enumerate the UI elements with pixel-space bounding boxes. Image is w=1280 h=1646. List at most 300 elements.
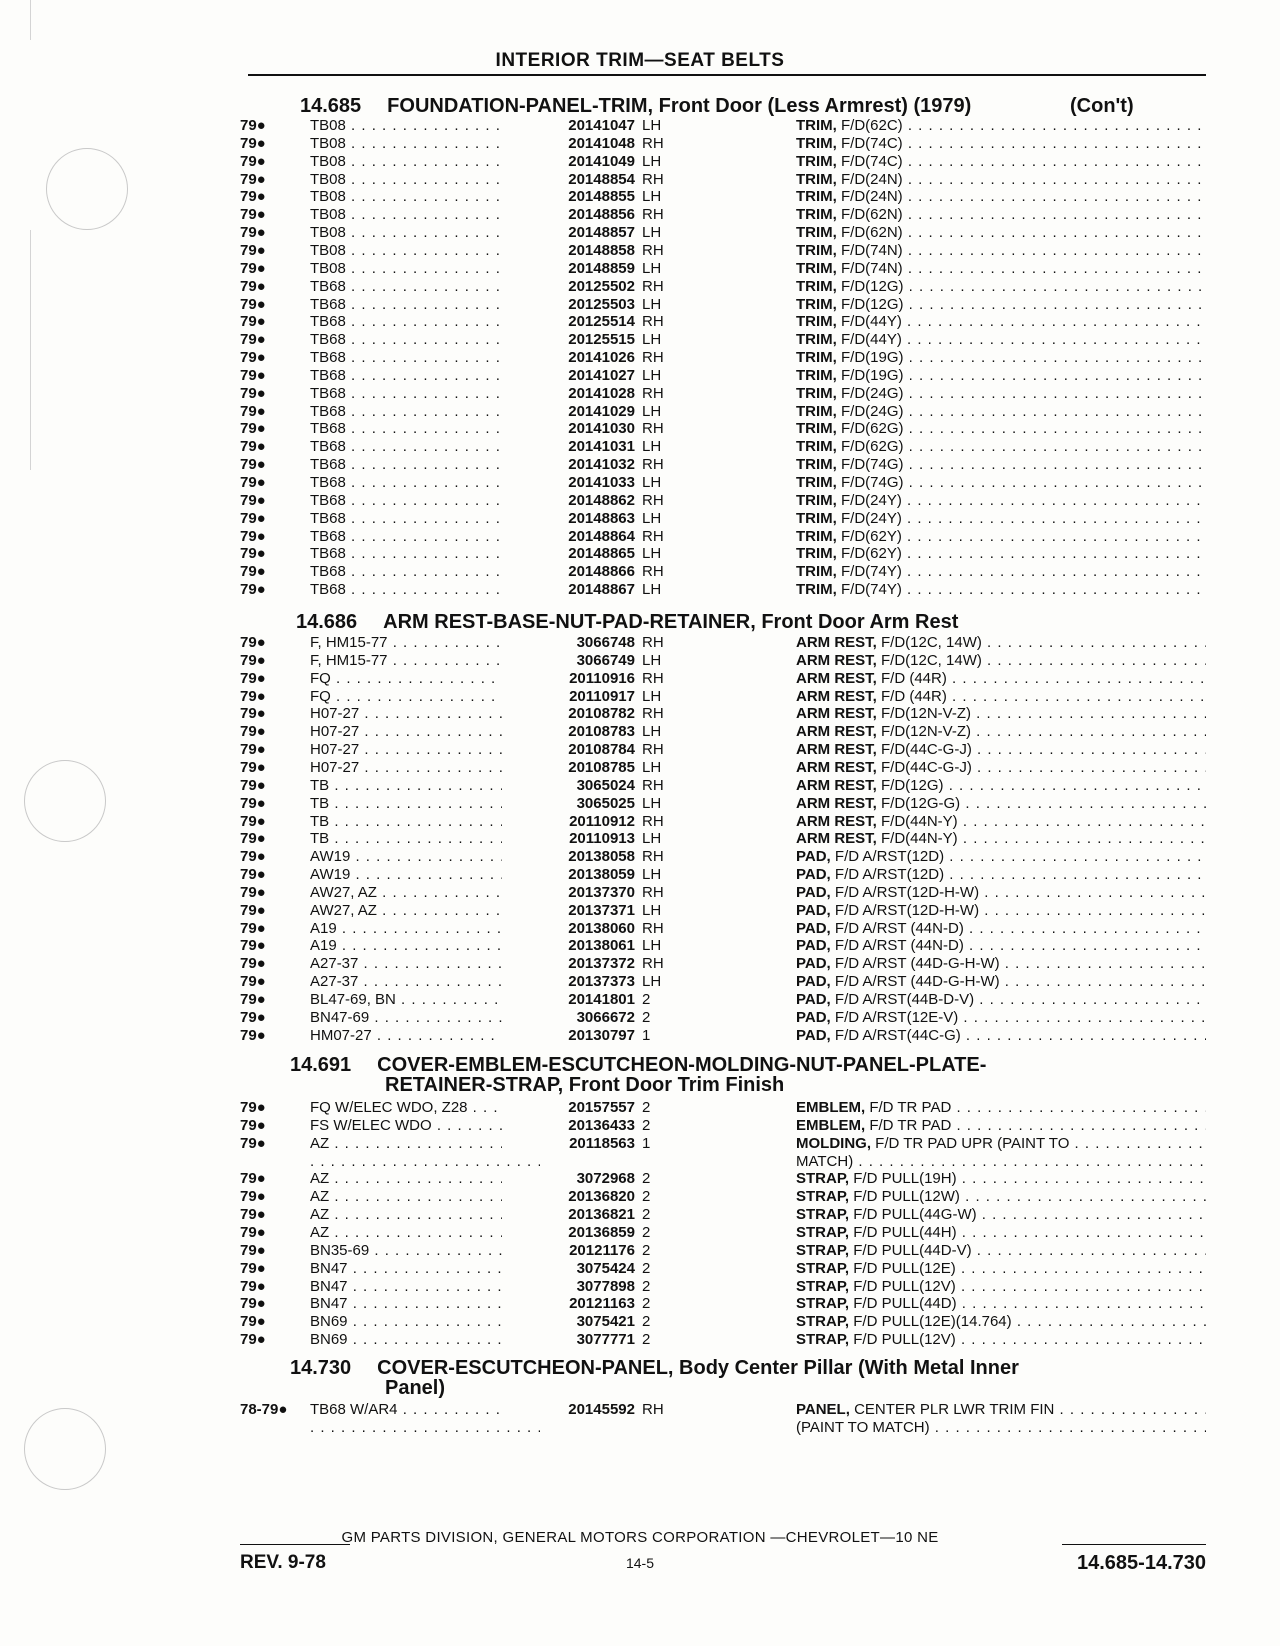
- table-row: [240, 278, 1206, 296]
- body-code: TB68 . . .: [310, 581, 540, 599]
- margin-line: [30, 0, 31, 40]
- part-number: 20157557: [502, 1099, 635, 1117]
- item-detail: F/D(12C, 14W): [876, 634, 982, 651]
- item-detail: F/D(24G): [836, 402, 904, 420]
- model-year: 79●: [240, 1277, 266, 1295]
- quantity: RH: [642, 848, 664, 866]
- quantity: RH: [642, 206, 664, 224]
- model-year: 79●: [240, 919, 266, 937]
- part-number: 3065025: [502, 795, 635, 813]
- binder-hole: [46, 148, 128, 230]
- quantity: LH: [642, 224, 662, 242]
- part-number: 20108784: [502, 741, 635, 759]
- item-detail: (PAINT TO MATCH): [796, 1418, 930, 1436]
- item-name: TRIM,: [796, 527, 837, 545]
- section-title: FOUNDATION-PANEL-TRIM, Front Door (Less Armrest) (1979): [387, 95, 972, 117]
- table-row: [240, 438, 1206, 456]
- item-name: EMBLEM,: [796, 1116, 866, 1134]
- model-year: 79●: [240, 812, 266, 830]
- item-name: TRIM,: [796, 134, 837, 152]
- item-detail: F/D(62G): [836, 438, 904, 456]
- item-detail: F/D (44R): [876, 669, 947, 687]
- description: [796, 260, 1206, 278]
- part-number: 20118563: [502, 1135, 635, 1153]
- quantity: LH: [642, 866, 662, 884]
- table-row: [240, 420, 1206, 438]
- table-row: [240, 723, 1206, 741]
- item-detail: F/D A/RST(12D-H-W): [830, 883, 980, 901]
- model-year: 79●: [240, 883, 266, 901]
- quantity: LH: [642, 901, 662, 919]
- table-row: [240, 670, 1206, 688]
- body-code: BN35-69 . . .: [310, 1242, 540, 1260]
- part-number: 20136859: [502, 1224, 635, 1242]
- model-year: 79●: [240, 402, 266, 420]
- item-name: TRIM,: [796, 384, 837, 402]
- description: [796, 777, 1206, 795]
- quantity: LH: [642, 438, 662, 456]
- part-number: 20138060: [502, 920, 635, 938]
- model-year: 79●: [240, 134, 266, 152]
- item-name: ARM REST,: [796, 651, 877, 669]
- table-row: [240, 777, 1206, 795]
- table-row: [240, 973, 1206, 991]
- body-code: F, HM15-77 . . .: [310, 652, 540, 670]
- part-number: 20148859: [502, 260, 635, 278]
- model-year: 79●: [240, 152, 266, 170]
- quantity: LH: [642, 687, 662, 705]
- table-row: [240, 1170, 1206, 1188]
- body-code: BN69 . . .: [310, 1313, 540, 1331]
- body-code: BL47-69, BN . . .: [310, 991, 540, 1009]
- quantity: RH: [642, 420, 664, 438]
- item-name: STRAP,: [796, 1206, 850, 1224]
- description: [796, 545, 1206, 563]
- section-number: 14.686: [296, 611, 358, 633]
- model-year: 79●: [240, 937, 266, 955]
- description: [796, 367, 1206, 385]
- body-code: FS W/ELEC WDO . . .: [310, 1117, 540, 1135]
- footer-org: GM PARTS DIVISION, GENERAL MOTORS CORPORATION —CHEVROLET—10 NE: [341, 1529, 939, 1546]
- model-year: 79●: [240, 705, 266, 723]
- body-code: TB68 . . .: [310, 528, 540, 546]
- body-code: TB68 . . .: [310, 296, 540, 314]
- quantity: LH: [642, 973, 662, 991]
- page-title: INTERIOR TRIM—SEAT BELTS: [495, 50, 785, 71]
- item-detail: F/D(24Y): [836, 509, 902, 527]
- item-detail: F/D A/RST(44C-G): [830, 1026, 961, 1044]
- description: [796, 278, 1206, 296]
- table-row: [240, 367, 1206, 385]
- part-number: 20141048: [502, 135, 635, 153]
- item-detail: F/D(74N): [836, 241, 903, 259]
- model-year: 79●: [240, 474, 266, 491]
- item-detail: F/D A/RST(44B-D-V): [830, 991, 975, 1008]
- page-number: 14-5: [625, 1555, 655, 1571]
- body-code: AW27, AZ . . .: [310, 884, 540, 902]
- quantity: 2: [642, 1313, 651, 1331]
- body-code: A19 . . .: [310, 920, 540, 938]
- model-year: 79●: [240, 776, 266, 794]
- section-title: COVER-EMBLEM-ESCUTCHEON-MOLDING-NUT-PANEL-PLATE-: [377, 1054, 987, 1076]
- table-row: [240, 1419, 1206, 1437]
- part-number: 20141801: [502, 991, 635, 1009]
- model-year: 79●: [240, 563, 266, 581]
- description: [796, 1009, 1206, 1027]
- quantity: RH: [642, 634, 664, 651]
- body-code: H07-27 . . .: [310, 741, 540, 759]
- table-row: [240, 848, 1206, 866]
- part-number: 20148854: [502, 171, 635, 189]
- body-code: TB68 . . .: [310, 403, 540, 421]
- table-row: [240, 902, 1206, 920]
- item-name: TRIM,: [796, 349, 837, 367]
- model-year: 79●: [240, 1259, 266, 1277]
- item-name: TRIM,: [796, 152, 837, 170]
- part-number: 3066748: [502, 634, 635, 652]
- part-number: 3075424: [502, 1260, 635, 1278]
- body-code: BN69 . . .: [310, 1331, 540, 1349]
- body-code: TB68 . . .: [310, 456, 540, 474]
- item-detail: F/D(44C-G-J): [876, 741, 972, 759]
- quantity: LH: [642, 794, 662, 812]
- description: [796, 313, 1206, 331]
- body-code: TB08 . . .: [310, 242, 540, 260]
- item-detail: F/D(12G): [876, 776, 944, 794]
- description: [796, 723, 1206, 741]
- body-code: TB08 . . .: [310, 206, 540, 224]
- quantity: LH: [642, 545, 662, 563]
- body-code: TB68 . . .: [310, 385, 540, 403]
- table-row: [240, 313, 1206, 331]
- model-year: 79●: [240, 295, 266, 313]
- part-number: 20141033: [502, 474, 635, 492]
- body-code: TB68 . . .: [310, 563, 540, 581]
- body-code: TB08 . . .: [310, 224, 540, 242]
- table-row: [240, 634, 1206, 652]
- quantity: LH: [642, 152, 662, 170]
- description: [796, 349, 1206, 367]
- body-code: A27-37 . . .: [310, 973, 540, 991]
- description: [796, 456, 1206, 474]
- item-name: ARM REST,: [796, 758, 877, 776]
- quantity: LH: [642, 259, 662, 277]
- item-detail: F/D(62N): [836, 206, 903, 224]
- item-detail: F/D PULL(12V): [849, 1277, 956, 1295]
- item-name: PAD,: [796, 901, 831, 919]
- quantity: RH: [642, 241, 664, 259]
- table-row: [240, 456, 1206, 474]
- quantity: 2: [642, 991, 651, 1008]
- description: [796, 510, 1206, 528]
- item-detail: F/D(24N): [836, 188, 903, 206]
- model-year: 79●: [240, 901, 266, 919]
- model-year: 79●: [240, 456, 266, 474]
- item-detail: F/D(74C): [836, 152, 903, 170]
- quantity: RH: [642, 349, 664, 367]
- item-name: PAD,: [796, 937, 831, 955]
- body-code: TB08 . . .: [310, 260, 540, 278]
- item-detail: F/D TR PAD UPR (PAINT TO: [871, 1134, 1070, 1152]
- description: [796, 991, 1206, 1009]
- table-row: [240, 242, 1206, 260]
- part-number: 20110912: [502, 813, 635, 831]
- part-number: 20148855: [502, 188, 635, 206]
- binder-hole: [24, 760, 106, 842]
- description: [796, 634, 1206, 652]
- item-name: PANEL,: [796, 1401, 850, 1418]
- description: [796, 1260, 1206, 1278]
- body-code: BN47-69 . . .: [310, 1009, 540, 1027]
- description: [796, 153, 1206, 171]
- part-number: 20141028: [502, 385, 635, 403]
- quantity: LH: [642, 117, 662, 134]
- model-year: 79●: [240, 758, 266, 776]
- part-number: 3077771: [502, 1331, 635, 1349]
- table-row: [240, 884, 1206, 902]
- description: [796, 759, 1206, 777]
- item-detail: F/D(62G): [836, 420, 904, 438]
- part-number: 20110917: [502, 688, 635, 706]
- part-number: 20110913: [502, 830, 635, 848]
- description: [796, 741, 1206, 759]
- item-name: PAD,: [796, 955, 831, 973]
- item-detail: F/D A/RST(12D): [830, 866, 945, 884]
- item-detail: F/D(44N-Y): [876, 830, 958, 848]
- part-number: 20148862: [502, 492, 635, 510]
- quantity: 2: [642, 1277, 651, 1295]
- description: [796, 1135, 1206, 1153]
- description: [796, 117, 1206, 135]
- table-row: [240, 705, 1206, 723]
- table-row: [240, 403, 1206, 421]
- section-title-cont: RETAINER-STRAP, Front Door Trim Finish: [385, 1074, 785, 1096]
- table-row: [240, 1153, 1206, 1171]
- quantity: 2: [642, 1259, 651, 1277]
- part-number: 20141027: [502, 367, 635, 385]
- model-year: 79●: [240, 1170, 266, 1188]
- part-number: 20148867: [502, 581, 635, 599]
- description: [796, 206, 1206, 224]
- item-name: ARM REST,: [796, 776, 877, 794]
- part-number: 20108785: [502, 759, 635, 777]
- table-row: [240, 1135, 1206, 1153]
- table-row: [240, 1242, 1206, 1260]
- body-code: TB08 . . .: [310, 153, 540, 171]
- table-row: [240, 135, 1206, 153]
- description: [796, 331, 1206, 349]
- item-name: ARM REST,: [796, 723, 877, 741]
- quantity: RH: [642, 776, 664, 794]
- item-detail: F/D A/RST (44N-D): [830, 919, 964, 937]
- model-year: 79●: [240, 794, 266, 812]
- part-number: 20137373: [502, 973, 635, 991]
- table-row: [240, 1295, 1206, 1313]
- item-name: TRIM,: [796, 563, 837, 581]
- continued-label: (Con't): [1070, 95, 1134, 117]
- body-code: TB68 W/AR4 . . .: [310, 1401, 540, 1419]
- part-number: 20141030: [502, 420, 635, 438]
- quantity: RH: [642, 456, 664, 474]
- model-year: 79●: [240, 1116, 266, 1134]
- part-number: 20138059: [502, 866, 635, 884]
- model-year: 79●: [240, 117, 266, 134]
- item-detail: F/D A/RST (44N-D): [830, 937, 964, 955]
- quantity: 2: [642, 1295, 651, 1313]
- item-detail: F/D A/RST(12E-V): [830, 1008, 959, 1026]
- part-number: 20125514: [502, 313, 635, 331]
- quantity: RH: [642, 527, 664, 545]
- description: [796, 902, 1206, 920]
- item-name: STRAP,: [796, 1331, 850, 1349]
- description: [796, 528, 1206, 546]
- model-year: 79●: [240, 973, 266, 991]
- item-detail: F/D(24N): [836, 170, 903, 188]
- quantity: 2: [642, 1206, 651, 1224]
- footer-rule: [1062, 1544, 1206, 1545]
- description: [796, 1153, 1206, 1171]
- quantity: LH: [642, 937, 662, 955]
- item-name: ARM REST,: [796, 794, 877, 812]
- body-code: A19 . . .: [310, 937, 540, 955]
- table-row: [240, 1278, 1206, 1296]
- item-detail: F/D(12G-G): [876, 794, 961, 812]
- model-year: 79●: [240, 955, 266, 973]
- part-number: 20108782: [502, 705, 635, 723]
- quantity: 2: [642, 1170, 651, 1188]
- item-detail: MATCH): [796, 1152, 854, 1170]
- item-name: PAD,: [796, 1008, 831, 1026]
- body-code: TB68 . . .: [310, 474, 540, 492]
- body-code: A27-37 . . .: [310, 955, 540, 973]
- model-year: 79●: [240, 241, 266, 259]
- quantity: RH: [642, 919, 664, 937]
- item-detail: F/D(24Y): [836, 491, 902, 509]
- item-name: STRAP,: [796, 1241, 850, 1259]
- margin-line: [30, 230, 31, 470]
- quantity: LH: [642, 366, 662, 384]
- description: [796, 830, 1206, 848]
- part-number: 20138061: [502, 937, 635, 955]
- description: [796, 474, 1206, 492]
- item-name: TRIM,: [796, 241, 837, 259]
- table-row: [240, 795, 1206, 813]
- table-row: [240, 1117, 1206, 1135]
- table-row: [240, 866, 1206, 884]
- item-detail: F/D TR PAD: [865, 1099, 952, 1116]
- model-year: 79●: [240, 331, 266, 349]
- model-year: 79●: [240, 1295, 266, 1313]
- section-heading: [290, 1055, 986, 1095]
- item-name: TRIM,: [796, 420, 837, 438]
- item-name: PAD,: [796, 1026, 831, 1044]
- model-year: 79●: [240, 669, 266, 687]
- model-year: 79●: [240, 1008, 266, 1026]
- body-code: AZ . . .: [310, 1170, 540, 1188]
- part-number: 20141031: [502, 438, 635, 456]
- table-row: [240, 153, 1206, 171]
- body-code: TB68 . . .: [310, 545, 540, 563]
- table-row: [240, 920, 1206, 938]
- item-detail: F/D PULL(44H): [849, 1223, 957, 1241]
- item-name: MOLDING,: [796, 1134, 871, 1152]
- quantity: 2: [642, 1241, 651, 1259]
- description: [796, 224, 1206, 242]
- body-code: BN47 . . .: [310, 1260, 540, 1278]
- quantity: RH: [642, 812, 664, 830]
- item-name: TRIM,: [796, 331, 837, 349]
- section-heading: [296, 612, 958, 632]
- model-year: 79●: [240, 1223, 266, 1241]
- description: [796, 884, 1206, 902]
- description: [796, 688, 1206, 706]
- table-row: [240, 474, 1206, 492]
- table-row: [240, 1188, 1206, 1206]
- item-detail: F/D A/RST(12D): [830, 848, 945, 866]
- description: [796, 1099, 1206, 1117]
- item-name: PAD,: [796, 973, 831, 991]
- item-detail: F/D PULL(44G-W): [849, 1206, 977, 1224]
- model-year: 79●: [240, 224, 266, 242]
- item-detail: F/D(44Y): [836, 331, 902, 349]
- table-row: [240, 224, 1206, 242]
- model-year: 79●: [240, 1331, 266, 1349]
- model-year: 79●: [240, 687, 266, 705]
- part-number: 20141029: [502, 403, 635, 421]
- item-name: ARM REST,: [796, 830, 877, 848]
- item-name: ARM REST,: [796, 687, 877, 705]
- description: [796, 1188, 1206, 1206]
- description: [796, 1117, 1206, 1135]
- table-row: [240, 1224, 1206, 1242]
- model-year: 79●: [240, 313, 266, 331]
- item-name: STRAP,: [796, 1277, 850, 1295]
- model-year: 79●: [240, 1206, 266, 1224]
- body-code: [310, 1153, 540, 1171]
- body-code: AZ . . .: [310, 1206, 540, 1224]
- quantity: 2: [642, 1188, 651, 1206]
- body-code: H07-27 . . .: [310, 705, 540, 723]
- body-code: TB08 . . .: [310, 135, 540, 153]
- quantity: LH: [642, 723, 662, 741]
- quantity: RH: [642, 669, 664, 687]
- title-rule: [248, 74, 1206, 76]
- quantity: LH: [642, 474, 662, 491]
- model-year: 79●: [240, 277, 266, 295]
- model-year: 79●: [240, 491, 266, 509]
- model-year: 78-79●: [240, 1401, 288, 1418]
- model-year: 79●: [240, 188, 266, 206]
- item-detail: F/D(62N): [836, 224, 903, 242]
- table-row: [240, 545, 1206, 563]
- part-number: 3066672: [502, 1009, 635, 1027]
- body-code: F, HM15-77 . . .: [310, 634, 540, 652]
- description: [796, 705, 1206, 723]
- item-name: ARM REST,: [796, 741, 877, 759]
- part-number: 20141049: [502, 153, 635, 171]
- item-name: PAD,: [796, 919, 831, 937]
- body-code: AZ . . .: [310, 1224, 540, 1242]
- part-number: 20137370: [502, 884, 635, 902]
- table-row: [240, 830, 1206, 848]
- part-number: 20137371: [502, 902, 635, 920]
- body-code: HM07-27 . . .: [310, 1027, 540, 1045]
- quantity: RH: [642, 883, 664, 901]
- quantity: RH: [642, 705, 664, 723]
- description: [796, 171, 1206, 189]
- item-name: ARM REST,: [796, 669, 877, 687]
- table-row: [240, 296, 1206, 314]
